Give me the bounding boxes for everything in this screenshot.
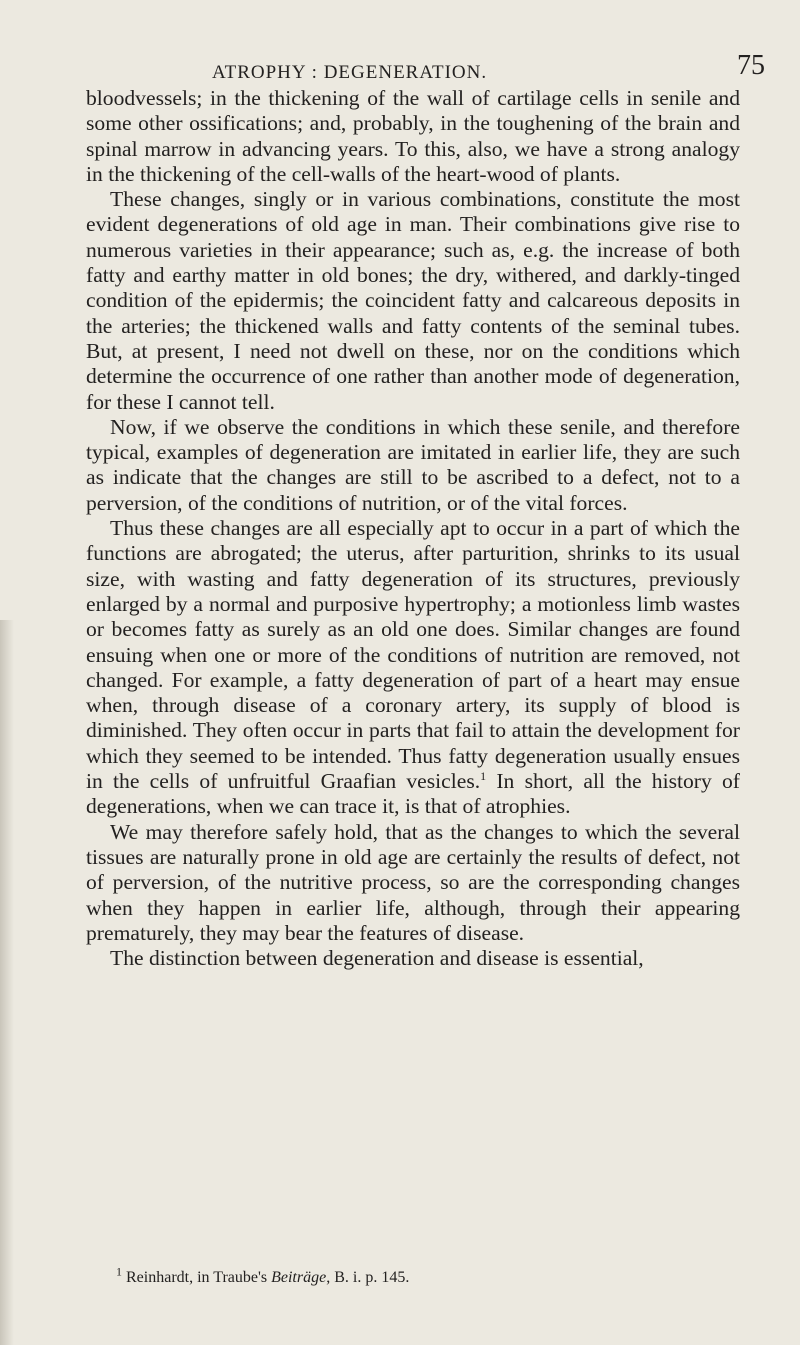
footnote-reference: 1 [480,768,487,783]
page-number: 75 [737,50,765,81]
paragraph-4-tail: In short, all the history of degenerations, when we can trace it, is that of atrophies. [86,769,741,819]
footnote-text-after: , B. i. p. 145. [326,1269,410,1286]
paragraph-3: Now, if we observe the conditions in which these senile, and therefore typical, examples of degeneration are imitated in earlier life, they are such as indicate that the changes are still to be ascribed to a defect, not to a perversion, of the conditions of nutrition, or of the vital forces. [86,414,740,515]
paragraph-6: The distinction between degeneration and disease is essential, [110,946,644,971]
paragraph-5: We may therefore safely hold, that as the changes to which the several tissues are naturally prone in old age are certainly the results of defect, not of perversion, of the nutritive process, so are the corresponding changes when they happen in earlier life, although, through their appearing prematurely, they may bear the features of disease. [86,819,740,945]
page-edge-shadow [0,620,14,1345]
paragraph-2: These changes, singly or in various combinations, constitute the most evident degenerations of old age in man. Their combinations give rise to numerous varieties in their appearance; such as, e.g. the increase of both fatty and earthy matter in old bones; the dry, withered, and darkly-tinged condition of the epidermis; the coincident fatty and calcareous deposits in the arteries; the thickened walls and fatty contents of the seminal tubes. But, at present, I need not dwell on these, nor on the conditions which determine the occurrence of one rather than another mode of degeneration, for these I cannot tell. [86,187,740,414]
paragraph-4-text: Thus these changes are all especially apt to occur in a part of which the functions are abrogated; the uterus, after parturition, shrinks to its usual size, with wasting and fatty degeneration of its structures, previously enlarged by a normal and purposive hypertrophy; a motionless limb wastes or becomes fatty as surely as an old one does. Similar changes are found ensuing when one or more of the conditions of nutrition are removed, not changed. For example, a fatty degeneration of part of a heart may ensue when, through disease of a coronary artery, its supply of blood is diminished. They often occur in parts that fail to attain the development for which they seemed to be intended. Thus fatty degeneration usually ensues in the cells of unfruitful Graafian vesicles. [86,516,740,794]
footnote-mark: 1 [116,1264,122,1279]
footnote [86,1264,740,1288]
footnote-text-before: Reinhardt, in Traube's [122,1269,272,1286]
footnote-title: Beiträge [271,1269,327,1286]
paragraph-1: bloodvessels; in the thickening of the wall of cartilage cells in senile and some other ossifications; and, probably, in the toughening of the brain and spinal marrow in advancing years. To this, also, we have a strong analogy in the thickening of the cell-walls of the heart-wood of plants. [86,86,740,186]
running-head: ATROPHY : DEGENERATION. [212,62,488,83]
body-text [86,86,740,971]
paragraph-4 [86,516,740,820]
